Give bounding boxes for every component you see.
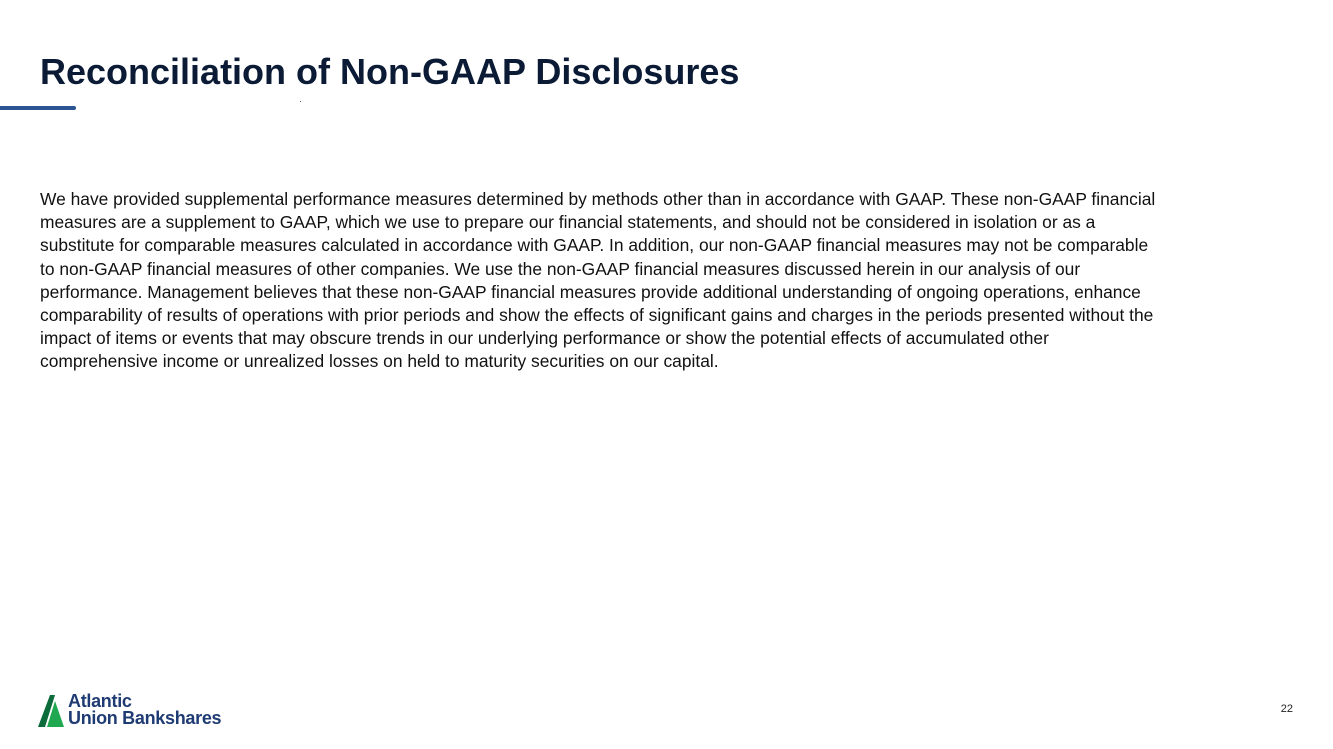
body-line: substitute for comparable measures calculated in accordance with GAAP. In addition, our non-GAAP financial measures may not be comparable <box>40 235 1149 256</box>
title-accent-rule <box>0 106 76 110</box>
body-line: We have provided supplemental performance measures determined by methods other than in accordance with GAAP. These non-GAAP financial <box>40 189 1156 209</box>
body-line: performance. Management believes that these non-GAAP financial measures provide additional understanding of ongoing operations, enhance <box>40 281 1141 302</box>
company-logo <box>38 690 221 730</box>
body-line: measures are a supplement to GAAP, which we use to prepare our financial statements, and should not be considered in isolation or as a <box>40 212 1096 233</box>
slide-title: Reconciliation of Non-GAAP Disclosures <box>40 51 740 92</box>
body-line: impact of items or events that may obscure trends in our underlying performance or show the potential effects of accumulated other <box>40 328 1049 349</box>
body-line: to non-GAAP financial measures of other companies. We use the non-GAAP financial measures discussed herein in our analysis of our <box>40 258 1081 279</box>
decorative-dot <box>300 101 301 102</box>
atlantic-union-logo-icon <box>38 691 64 729</box>
logo-line-1: Atlantic <box>68 691 132 711</box>
body-line: comprehensive income or unrealized losses on held to maturity securities on our capital. <box>40 351 719 372</box>
body-paragraph <box>40 188 1296 374</box>
logo-wordmark <box>68 693 221 727</box>
page-number: 22 <box>1280 703 1293 715</box>
body-line: comparability of results of operations with prior periods and show the effects of significant gains and charges in the periods presented without the <box>40 305 1154 326</box>
logo-line-2: Union Bankshares <box>68 708 222 728</box>
